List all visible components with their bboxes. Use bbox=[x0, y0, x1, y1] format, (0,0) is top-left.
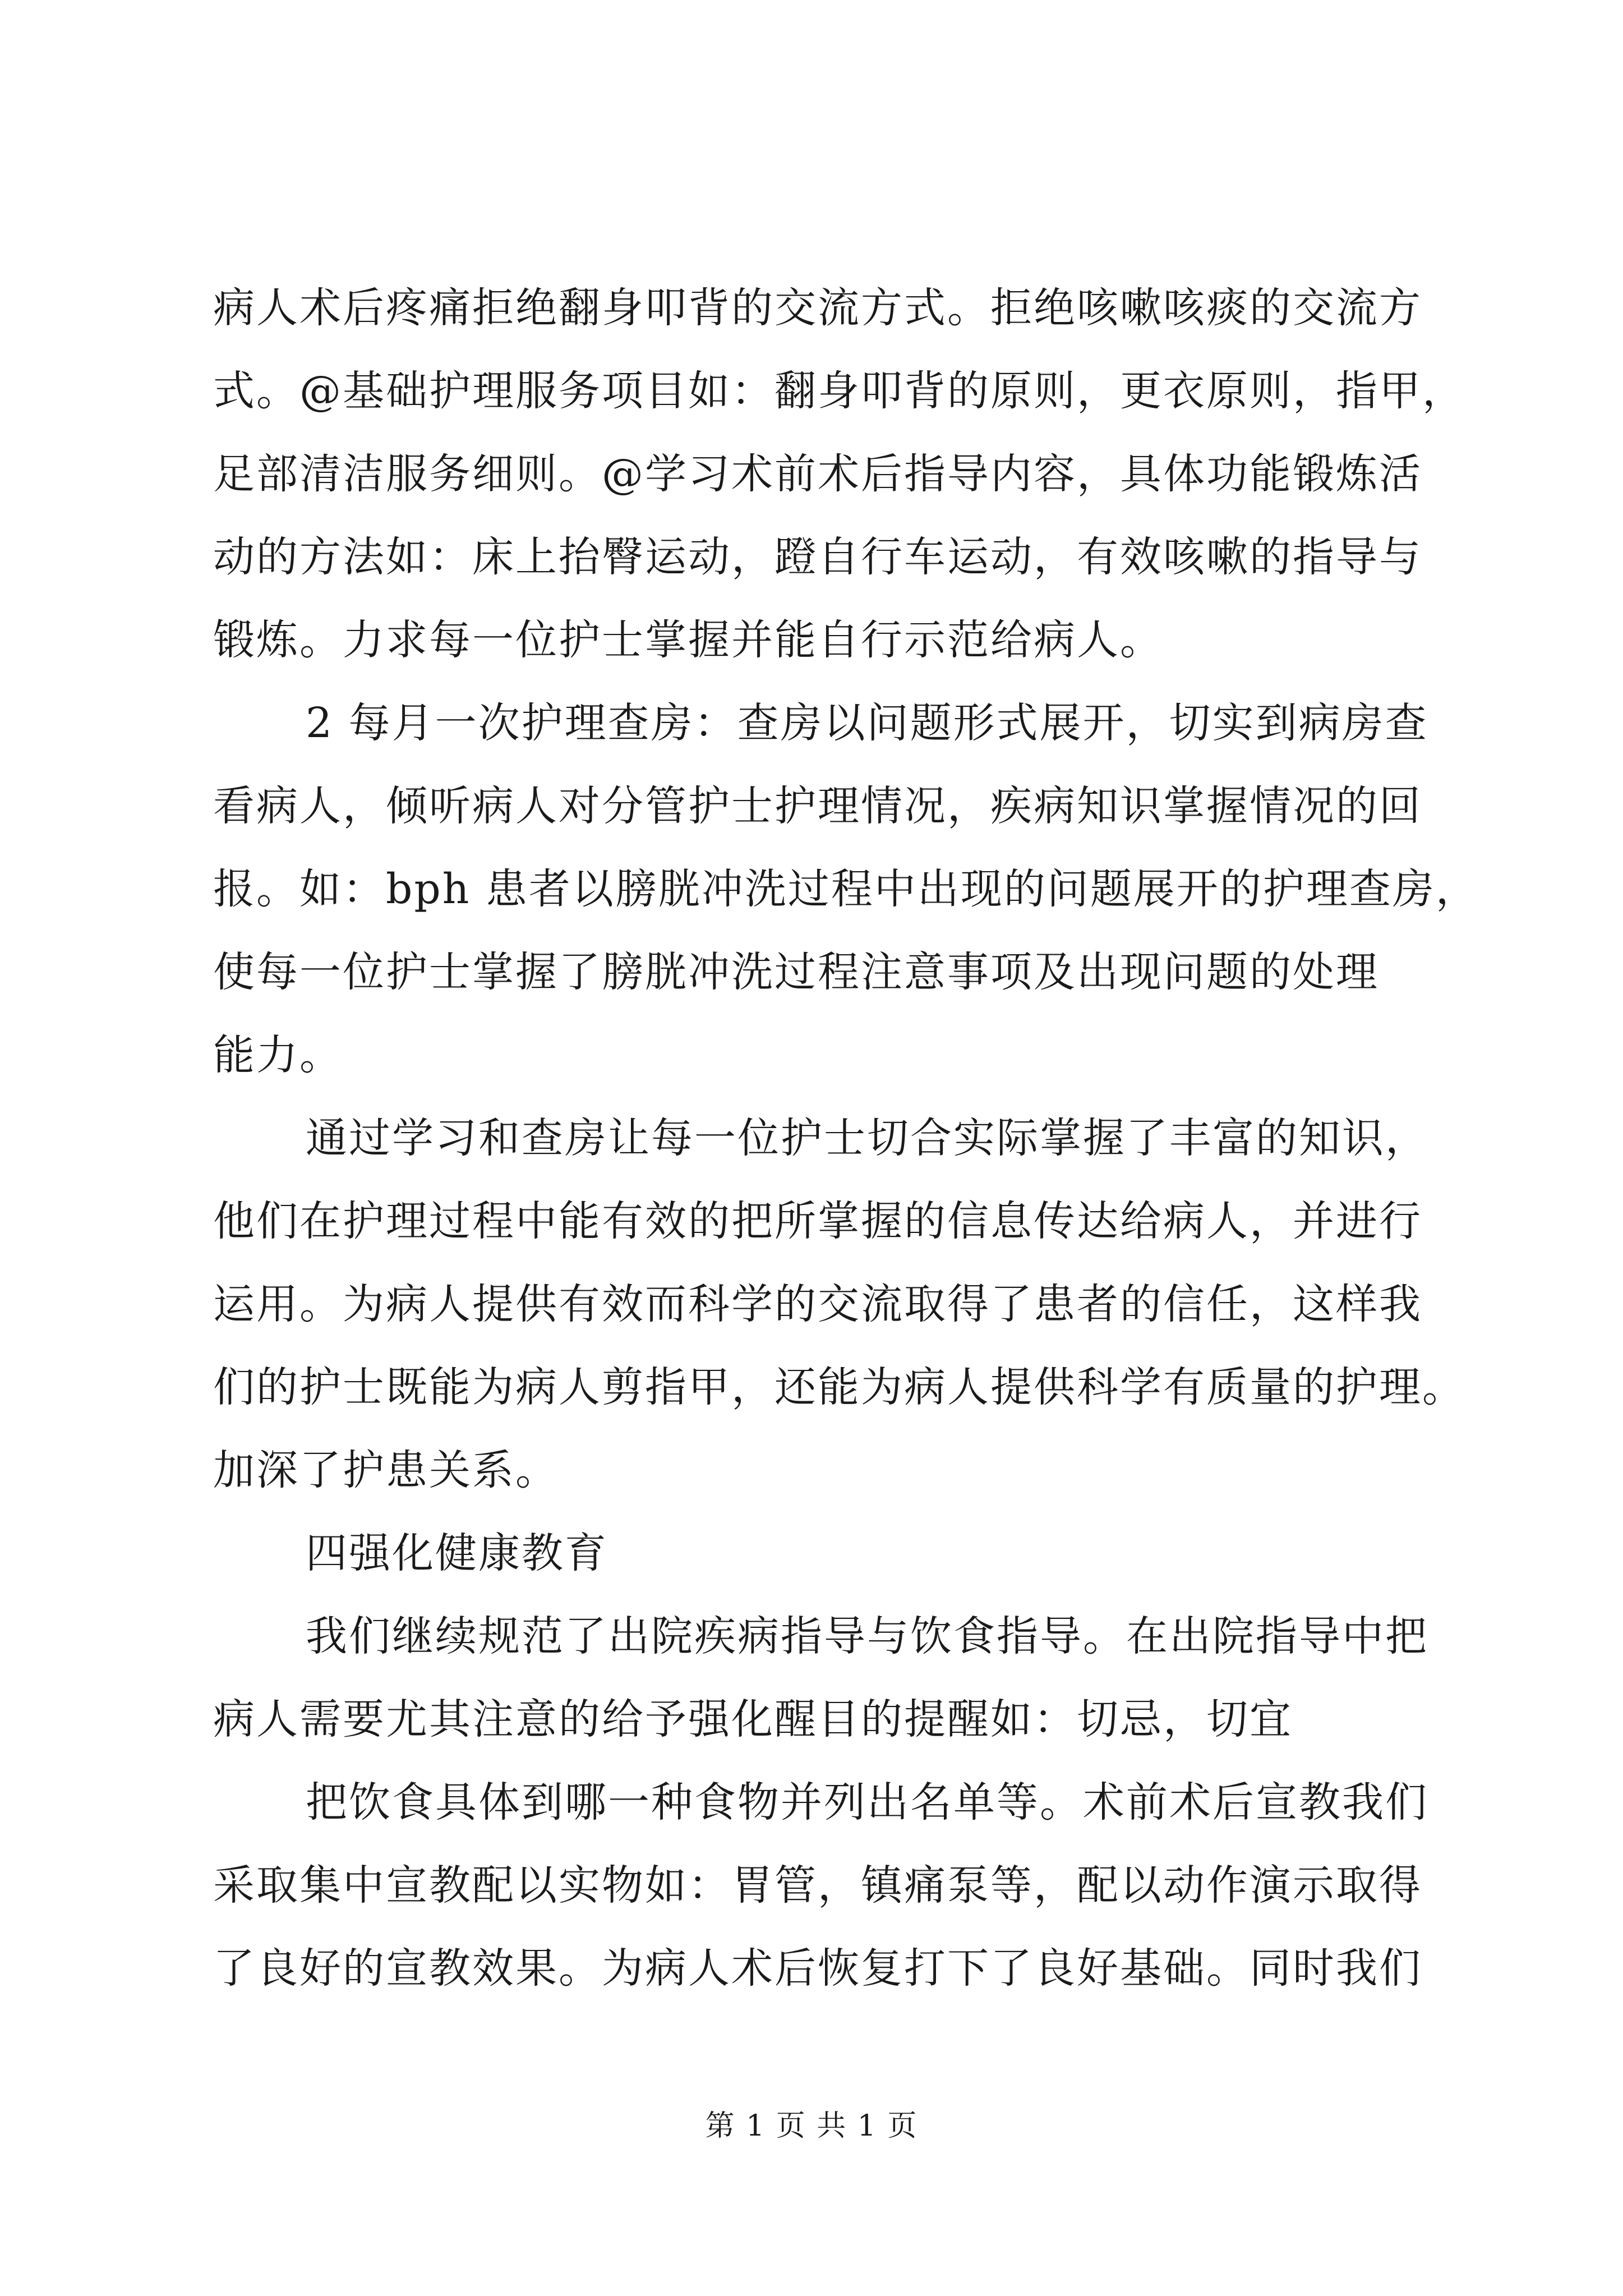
text-line: 运用。为病人提供有效而科学的交流取得了患者的信任，这样我 bbox=[213, 1280, 1422, 1328]
paragraph-first-line: 2 每月一次护理查房：查房以问题形式展开，切实到病房查 bbox=[306, 699, 1428, 747]
page-number-footer: 第 1 页 共 1 页 bbox=[705, 2109, 918, 2143]
text-line: 锻炼。力求每一位护士掌握并能自行示范给病人。 bbox=[213, 616, 1163, 664]
text-line: 病人需要尤其注意的给予强化醒目的提醒如：切忌，切宜 bbox=[213, 1695, 1293, 1743]
text-line: 病人术后疼痛拒绝翻身叩背的交流方式。拒绝咳嗽咳痰的交流方 bbox=[213, 284, 1422, 332]
text-line: 了良好的宣教效果。为病人术后恢复打下了良好基础。同时我们 bbox=[213, 1944, 1422, 1993]
document-body bbox=[213, 266, 1479, 2010]
text-line: 能力。 bbox=[213, 1031, 343, 1079]
text-line: 使每一位护士掌握了膀胱冲洗过程注意事项及出现问题的处理 bbox=[213, 948, 1379, 996]
section-heading: 四强化健康教育 bbox=[306, 1529, 608, 1577]
text-line: 采取集中宣教配以实物如：胃管，镇痛泵等，配以动作演示取得 bbox=[213, 1861, 1422, 1910]
text-line: 足部清洁服务细则。@学习术前术后指导内容，具体功能锻炼活 bbox=[213, 450, 1422, 498]
paragraph-first-line: 我们继续规范了出院疾病指导与饮食指导。在出院指导中把 bbox=[306, 1612, 1428, 1660]
text-line: 动的方法如：床上抬臀运动，蹬自行车运动，有效咳嗽的指导与 bbox=[213, 533, 1422, 581]
text-line: 们的护士既能为病人剪指甲，还能为病人提供科学有质量的护理。 bbox=[213, 1363, 1465, 1411]
text-line: 看病人，倾听病人对分管护士护理情况，疾病知识掌握情况的回 bbox=[213, 782, 1422, 830]
text-line: 报。如：bph 患者以膀胱冲洗过程中出现的问题展开的护理查房， bbox=[213, 865, 1479, 913]
paragraph-first-line: 通过学习和查房让每一位护士切合实际掌握了丰富的知识， bbox=[306, 1114, 1428, 1162]
text-line: 加深了护患关系。 bbox=[213, 1446, 559, 1494]
text-line: 他们在护理过程中能有效的把所掌握的信息传达给病人，并进行 bbox=[213, 1197, 1422, 1245]
text-line: 式。@基础护理服务项目如：翻身叩背的原则，更衣原则，指甲， bbox=[213, 367, 1465, 415]
paragraph-first-line: 把饮食具体到哪一种食物并列出名单等。术前术后宣教我们 bbox=[306, 1778, 1428, 1826]
